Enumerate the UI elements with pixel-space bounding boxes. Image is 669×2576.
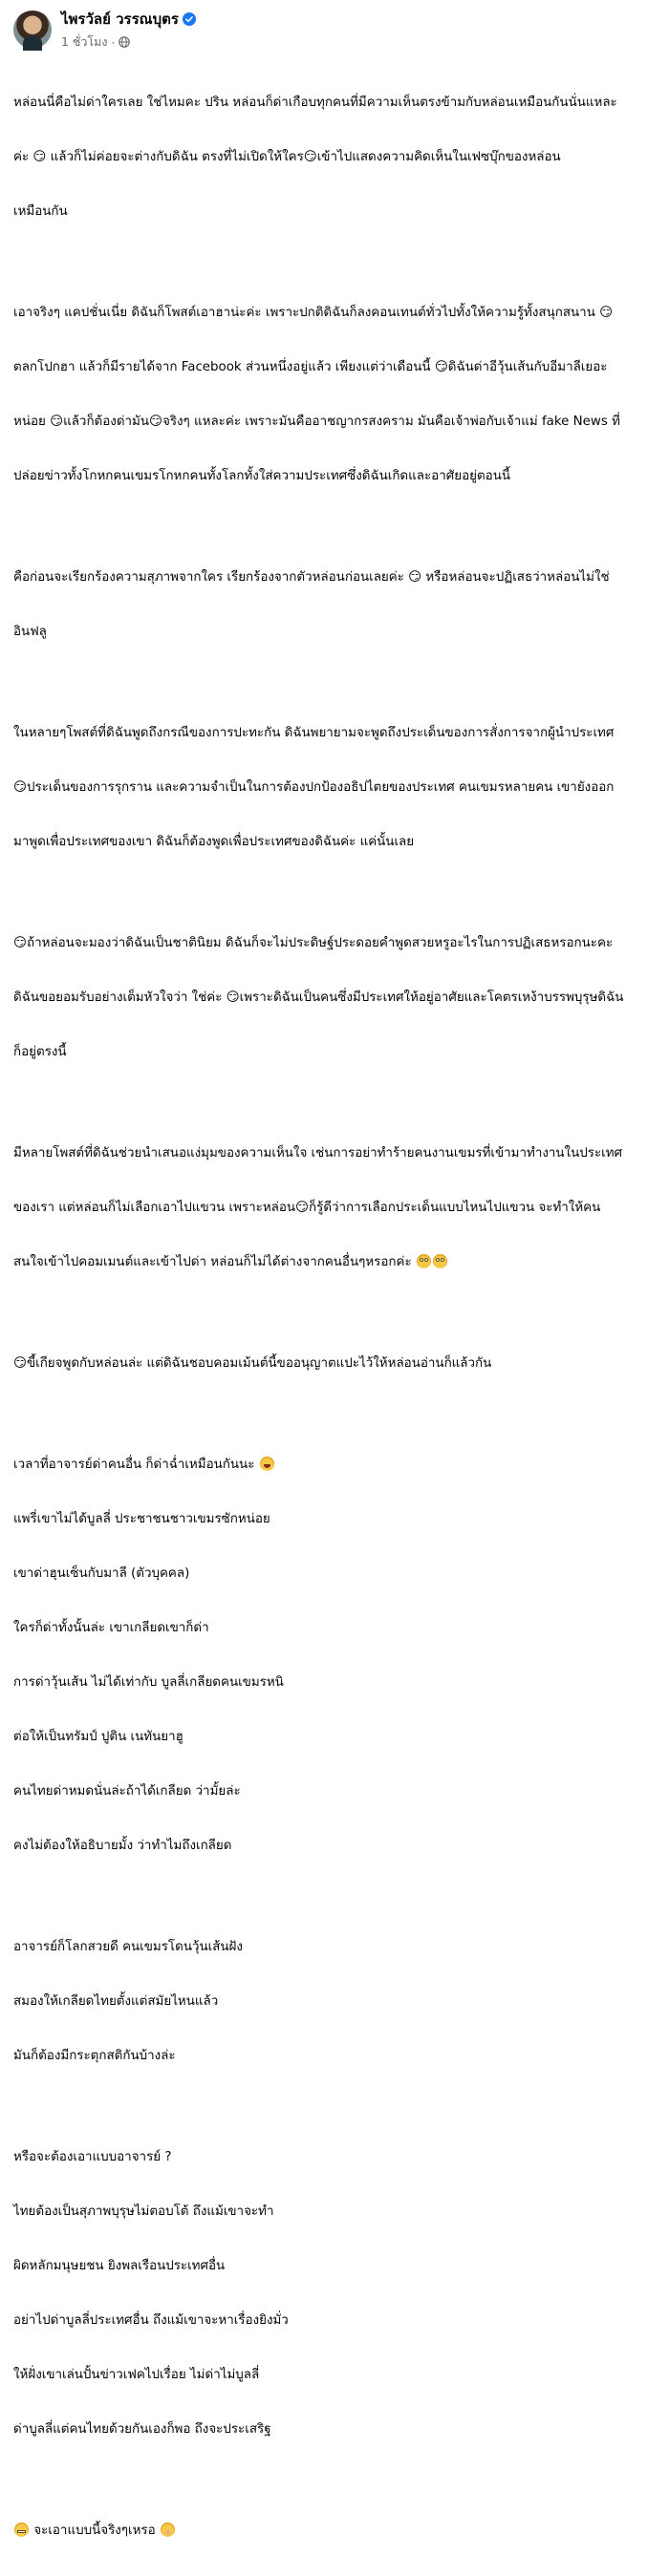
text-line: คือก่อนจะเรียกร้องความสุภาพจากใคร เรียกร้องจากตัวหล่อนก่อนเลยค่ะ 😏 หรือหล่อนจะปฏิเสธว่าหล่อนไม่ใช่ [13, 570, 610, 585]
text-line: เหมือนกัน [13, 204, 68, 219]
verified-badge-icon [183, 12, 196, 26]
text-line: หน่อย 😏แล้วก็ต้องด่ามัน😏จริงๆ แหละค่ะ เพราะมันคืออาชญากรสงคราม มันคือเจ้าพ่อกับเจ้าแม่ fake News ที่ [13, 415, 620, 429]
paragraph-6 [13, 1108, 658, 1308]
face-with-rolling-eyes-icon [433, 1254, 447, 1268]
paragraph-5 [13, 898, 658, 1097]
post-header [13, 8, 658, 52]
text-line: สนใจเข้าไปคอมเมนต์และเข้าไปด่า หล่อนก็ไม่ได้ต่างจากคนอื่นๆหรอกค่ะ [13, 1255, 412, 1269]
paragraph-1 [13, 57, 658, 257]
author-row [61, 8, 196, 31]
text-line: มันก็ต้องมีกระตุกสติกันบ้างล่ะ [13, 2049, 176, 2063]
paragraph-7 [13, 1318, 658, 1409]
text-line: มีหลายโพสต์ที่ดิฉันช่วยนำเสนอแง่มุมของความเห็นใจ เช่นการอย่าทำร้ายคนงานเขมรที่เข้ามาทำงานในประเทศ [13, 1146, 623, 1160]
text-line: คงไม่ต้องให้อธิบายมั้ง ว่าทำไมถึงเกลียด [13, 1839, 232, 1853]
paragraph-8 [13, 1419, 658, 1891]
text-line: ต่อให้เป็นทรัมป์ ปูติน เนทันยาฮู [13, 1730, 183, 1744]
text-line: หรือจะต้องเอาแบบอาจารย์ ? [13, 2150, 172, 2164]
post-body [13, 57, 658, 2576]
avatar[interactable] [13, 11, 52, 49]
text-line: แพรี่เขาไม่ได้บูลลี่ ประชาชนชาวเขมรซักหน่อย [13, 1512, 270, 1526]
post-header-info [61, 8, 196, 52]
text-line: ค่ะ 😏 แล้วก็ไม่ค่อยจะต่างกับดิฉัน ตรงที่ไม่เปิดให้ใคร😏เข้าไปแสดงความคิดเห็นในเฟซบุ๊กของหล่อน [13, 150, 561, 164]
text-line: หล่อนนี่คือไม่ด่าใครเลย ใช่ไหมคะ ปริน หล่อนก็ด่าเกือบทุกคนที่มีความเห็นตรงข้ามกับหล่อนเหมือนกันนั่นแหละ [13, 96, 617, 110]
paragraph-11 [13, 2485, 658, 2576]
paragraph-2 [13, 267, 658, 522]
meta-separator: · [111, 34, 116, 50]
text-line: อินฟลู [13, 625, 47, 639]
text-line: ผิดหลักมนุษยชน ยิงพลเรือนประเทศอื่น [13, 2259, 226, 2273]
grinning-face-icon [14, 2523, 29, 2537]
paragraph-9 [13, 1902, 658, 2101]
text-line: ให้ฝั่งเขาเล่นปั้นข่าวเฟคไปเรื่อย ไม่ด่าไม่บูลลี่ [13, 2368, 260, 2382]
text-line: อาจารย์ก็โลกสวยดี คนเขมรโดนวุ้นเส้นฝัง [13, 1940, 243, 1954]
face-with-hand-over-mouth-icon [161, 2523, 175, 2537]
text-line: เอาจริงๆ แคปชั่นเนี่ย ดิฉันก็โพสต์เอาฮาน่ะค่ะ เพราะปกติดิฉันก็ลงคอนเทนต์ทั่วไปทั้งให้ความรู้ทั้งสนุกสนาน 😏 [13, 306, 614, 320]
paragraph-10 [13, 2112, 658, 2475]
globe-icon[interactable] [119, 36, 130, 48]
face-with-tears-of-joy-icon [260, 1457, 274, 1471]
text-line: ตลกโปกฮา แล้วก็มีรายได้จาก Facebook ส่วนหนึ่งอยู่แล้ว เพียงแต่ว่าเดือนนี้ 😏ดิฉันด่าอีวุ้นเส้นกับอีมาลีเยอะ [13, 360, 608, 374]
paragraph-4 [13, 688, 658, 887]
text-line: จะเอาแบบนี้จริงๆเหรอ [33, 2523, 156, 2538]
face-with-rolling-eyes-icon [417, 1254, 431, 1268]
post-timestamp[interactable]: 1 ชั่วโมง [61, 34, 108, 49]
text-line: เวลาที่อาจารย์ด่าคนอื่น ก็ด่าฉ่ำเหมือนกันนะ [13, 1458, 255, 1472]
text-line: คนไทยด่าหมดนั่นล่ะถ้าได้เกลียด ว่ามั้ยล่ะ [13, 1784, 241, 1799]
text-line: ในหลายๆโพสต์ที่ดิฉันพูดถึงกรณีของการปะทะกัน ดิฉันพยายามจะพูดถึงประเด็นของการสั่งการจากผู้นำประเทศ [13, 726, 615, 740]
author-name[interactable]: ไพรวัลย์ วรรณบุตร [61, 11, 179, 28]
text-line-with-emoji [13, 1456, 658, 1474]
text-line: อย่าไปด่าบูลลี่ประเทศอื่น ถึงแม้เขาจะหาเรื่องยิงมั่ว [13, 2313, 289, 2328]
text-line: 😏ประเด็นของการรุกราน และความจำเป็นในการต้องปกป้องอธิปไตยของประเทศ คนเขมรหลายคน เขายังออก [13, 780, 615, 795]
paragraph-3 [13, 532, 658, 677]
text-line: ของเรา แต่หล่อนก็ไม่เลือกเอาไปแขวน เพราะหล่อน😏ก็รู้ดีว่าการเลือกประเด็นแบบไหนไปแขวน จะทำให้คน [13, 1201, 601, 1215]
text-line: ไทยต้องเป็นสุภาพบุรุษไม่ตอบโต้ ถึงแม้เขาจะทำ [13, 2204, 274, 2219]
text-line-with-emoji [13, 1253, 658, 1271]
text-line-with-emoji [13, 2522, 658, 2540]
text-line: ก็อยู่ตรงนี้ [13, 1045, 67, 1059]
post-meta [61, 32, 196, 52]
text-line: ด่าบูลลี่แต่คนไทยด้วยกันเองก็พอ ถึงจะประเสริฐ [13, 2422, 271, 2437]
text-line: ใครก็ด่าทั้งนั้นล่ะ เขาเกลียดเขาก็ด่า [13, 1621, 209, 1635]
text-line: การด่าวุ้นเส้น ไม่ได้เท่ากับ บูลลี่เกลียดคนเขมรหนิ [13, 1675, 284, 1690]
text-line: มาพูดเพื่อประเทศของเขา ดิฉันก็ต้องพูดเพื่อประเทศของดิฉันค่ะ แค่นั้นเลย [13, 835, 415, 849]
text-line: 😏ถ้าหล่อนจะมองว่าดิฉันเป็นชาตินิยม ดิฉันก็จะไม่ประดิษฐ์ประดอยคำพูดสวยหรูอะไรในการปฏิเสธหรอกนะคะ [13, 936, 614, 950]
text-line: 😏ขี้เกียจพูดกับหล่อนล่ะ แต่ดิฉันชอบคอมเม้นต์นี้ขออนุญาตแปะไว้ให้หล่อนอ่านก็แล้วกัน [13, 1356, 492, 1371]
text-line: เขาด่าฮุนเซ็นกับมาลี (ตัวบุคคล) [13, 1566, 190, 1581]
text-line: ดิฉันขอยอมรับอย่างเต็มหัวใจว่า ใช่ค่ะ 😏เพราะดิฉันเป็นคนซึ่งมีประเทศให้อยู่อาศัยและโคตรเหง้าบรรพบุรุษดิฉัน [13, 990, 624, 1005]
text-line: สมองให้เกลียดไทยตั้งแต่สมัยไหนแล้ว [13, 1994, 219, 2009]
text-line: ปล่อยข่าวทั้งโกหกคนเขมรโกหกคนทั้งโลกทั้งใส่ความประเทศซึ่งดิฉันเกิดและอาศัยอยู่ตอนนี้ [13, 469, 510, 483]
